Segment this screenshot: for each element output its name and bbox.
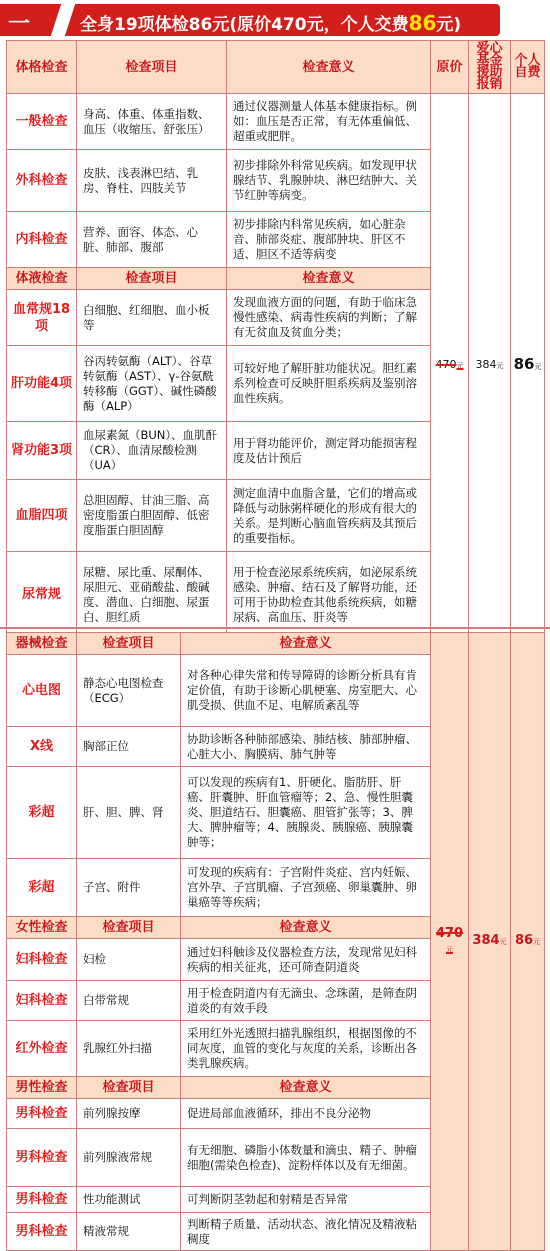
section-device-item: 检查项目 [77,633,181,655]
header-original-price: 原价 [431,41,469,94]
header-item: 检查项目 [77,41,227,94]
row-item: 乳腺红外扫描 [77,1021,181,1077]
row-meaning: 初步排除外科常见疾病。如发现甲状腺结节、乳腺肿块、淋巴结肿大、关节红肿等病变。 [227,150,431,212]
section-fluid-item: 检查项目 [77,268,227,290]
row-item: 白细胞、红细胞、血小板等 [77,290,227,346]
section-female-title: 女性检查 [7,917,77,939]
row-category: 男科检查 [7,1099,77,1129]
section-male-title: 男性检查 [7,1077,77,1099]
row-category: 彩超 [7,767,77,859]
row-category: 尿常规 [7,552,77,638]
banner-suffix: 元) [436,15,462,35]
section-divider [0,627,550,629]
row-meaning: 通过妇科触诊及仪器检查方法，发现常见妇科疾病的相关征兆，还可筛查阴道炎 [181,939,431,981]
row-category: 内科检查 [7,212,77,268]
row-item: 血尿素氮（BUN）、血肌酐（CR）、血清尿酸检测（UA） [77,422,227,480]
row-meaning: 协助诊断各种肺部感染、肺结核、肺部肿瘤、心脏大小、胸膜病、肺气肿等 [181,727,431,767]
row-category: 血脂四项 [7,480,77,552]
row-category: X线 [7,727,77,767]
section-male-meaning: 检查意义 [181,1077,431,1099]
row-meaning: 可较好地了解肝脏功能状况。胆红素系列检查可反映肝胆系疾病及鉴别溶血性疾病。 [227,346,431,422]
row-item: 身高、体重、体重指数、血压（收缩压、舒张压） [77,94,227,150]
row-meaning: 发现血液方面的问题，有助于临床急慢性感染、病毒性疾病的判断；了解有无贫血及贫血分类； [227,290,431,346]
row-category: 妇科检查 [7,939,77,981]
table-header [7,41,545,94]
row-meaning: 促进局部血液循环，排出不良分泌物 [181,1099,431,1129]
row-category: 男科检查 [7,1187,77,1213]
original-price: 470元 [431,94,469,638]
header-body-exam: 体格检查 [7,41,77,94]
row-item: 白带常规 [77,981,181,1021]
row-meaning: 可发现的疾病有：子宫附件炎症、宫内妊娠、宫外孕、子宫肌瘤、子宫颈癌、卵巢囊肿、卵巢癌等等疾病； [181,859,431,917]
row-category: 血常规18项 [7,290,77,346]
exam-table-part1 [6,40,545,638]
section-banner [0,0,550,40]
row-item: 尿糖、尿比重、尿酮体、尿胆元、亚硝酸盐、酸碱度、潜血、白细胞、尿蛋白、胆红质 [77,552,227,638]
row-meaning: 用于检查泌尿系统疾病，如泌尿系统感染、肿瘤、结石及了解肾功能，还可用于协助检查其他系统疾病，如糖尿病、高血压、肝炎等 [227,552,431,638]
row-item: 子宫、附件 [77,859,181,917]
row-category: 男科检查 [7,1129,77,1187]
self-pay-price: 86元 [511,633,545,1251]
section-device-title: 器械检查 [7,633,77,655]
section-device-meaning: 检查意义 [181,633,431,655]
row-item: 谷丙转氨酶（ALT）、谷草转氨酶（AST）、γ-谷氨酰转移酶（GGT）、碱性磷酸酶（ALP） [77,346,227,422]
row-item: 前列腺液常规 [77,1129,181,1187]
section-male-item: 检查项目 [77,1077,181,1099]
fund-reimbursement: 384元 [469,94,511,638]
header-fund: 爱心基金援助报销 [469,41,511,94]
table-row [7,94,545,150]
row-category: 一般检查 [7,94,77,150]
section-fluid-title: 体液检查 [7,268,77,290]
row-category: 妇科检查 [7,981,77,1021]
row-category: 心电图 [7,655,77,727]
row-meaning: 判断精子质量、活动状态、液化情况及精液粘稠度 [181,1213,431,1251]
row-category: 肝功能4项 [7,346,77,422]
row-item: 前列腺按摩 [77,1099,181,1129]
row-item: 营养、面容、体态、心脏、肺部、腹部 [77,212,227,268]
section-header-device [7,633,545,655]
row-meaning: 用于检查阴道内有无滴虫、念珠菌，是筛查阴道炎的有效手段 [181,981,431,1021]
row-meaning: 通过仪器测量人体基本健康指标。例如：血压是否正常，有无体重偏低、超重或肥胖。 [227,94,431,150]
row-meaning: 用于肾功能评价，测定肾功能损害程度及估计预后 [227,422,431,480]
row-item: 精液常规 [77,1213,181,1251]
section-number: 一 [8,12,31,37]
row-category: 红外检查 [7,1021,77,1077]
row-item: 总胆固醇、甘油三脂、高密度脂蛋白胆固醇、低密度脂蛋白胆固醇 [77,480,227,552]
row-category: 彩超 [7,859,77,917]
section-female-item: 检查项目 [77,917,181,939]
exam-table-part2 [6,632,545,1251]
row-item: 肝、胆、脾、肾 [77,767,181,859]
row-meaning: 采用红外光透照扫描乳腺组织，根据图像的不同灰度，血管的变化与灰度的关系，诊断出各类乳腺疾病。 [181,1021,431,1077]
row-meaning: 对各种心律失常和传导障碍的诊断分析具有肯定价值，有助于诊断心肌梗塞、房室肥大、心肌受损、供血不足、电解质紊乱等 [181,655,431,727]
row-meaning: 可判断阴茎勃起和射精是否异常 [181,1187,431,1213]
section-female-meaning: 检查意义 [181,917,431,939]
banner-title-text: 全身19项体检86元(原价470元，个人交费 [80,15,409,35]
original-price: 470元 [431,633,469,1251]
header-self-pay: 个人自费 [511,41,545,94]
banner-highlight-price: 86 [408,11,437,35]
row-item: 皮肤、浅表淋巴结、乳房、脊柱、四肢关节 [77,150,227,212]
section-fluid-meaning: 检查意义 [227,268,431,290]
row-item: 妇检 [77,939,181,981]
row-meaning: 初步排除内科常见疾病，如心脏杂音、肺部炎症、腹部肿块、肝区不适、胆区不适等病变 [227,212,431,268]
header-meaning: 检查意义 [227,41,431,94]
row-category: 外科检查 [7,150,77,212]
row-item: 胸部正位 [77,727,181,767]
row-meaning: 测定血清中血脂含量，它们的增高或降低与动脉粥样硬化的形成有很大的关系。是判断心脑血管疾病及其预后的重要指标。 [227,480,431,552]
row-meaning: 可以发现的疾病有1、肝硬化、脂肪肝、肝癌、肝囊肿、肝血管瘤等；2、急、慢性胆囊炎、胆道结石、胆囊癌、胆管扩张等；3、脾大、脾肿瘤等；4、胰腺炎、胰腺癌、胰腺囊肿等； [181,767,431,859]
row-category: 肾功能3项 [7,422,77,480]
row-category: 男科检查 [7,1213,77,1251]
row-item: 静态心电图检查（ECG） [77,655,181,727]
self-pay-price: 86元 [511,94,545,638]
banner-title [80,10,461,35]
row-item: 性功能测试 [77,1187,181,1213]
row-meaning: 有无细胞、磷脂小体数量和滴虫、精子、肿瘤细胞(需染色检查)、淀粉样体以及有无细菌。 [181,1129,431,1187]
fund-reimbursement: 384元 [469,633,511,1251]
